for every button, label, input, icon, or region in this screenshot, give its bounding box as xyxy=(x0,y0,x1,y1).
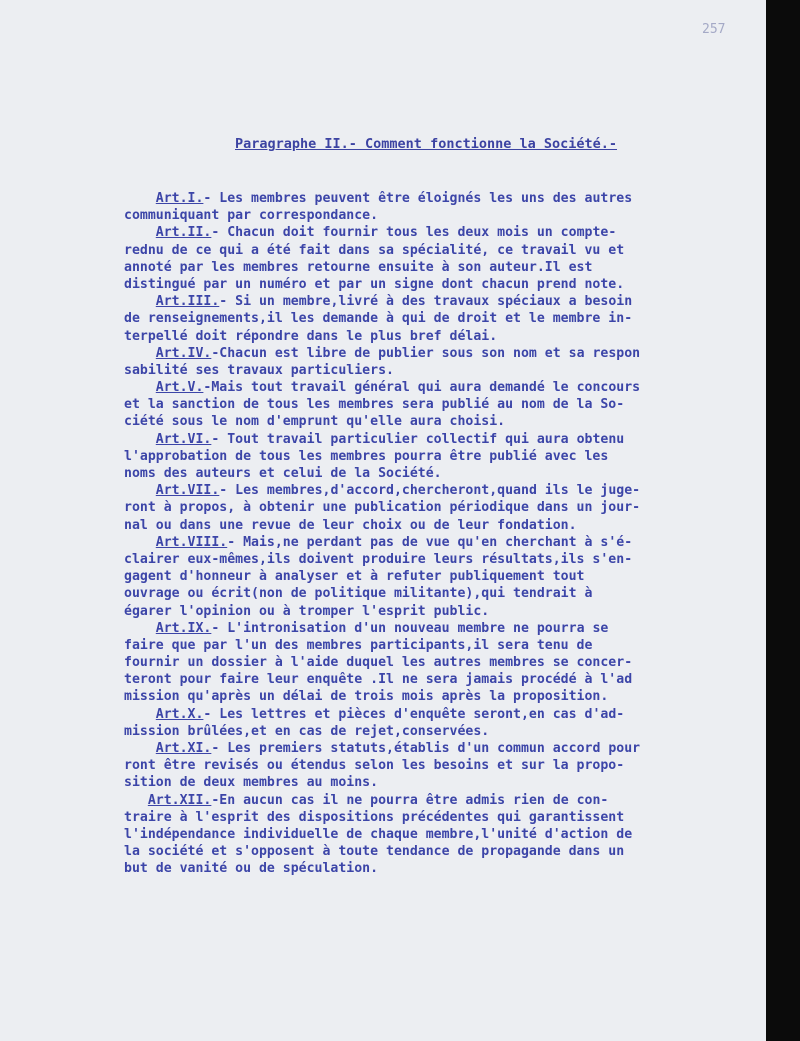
article-label: Art.IX. xyxy=(155,620,212,636)
line-text: annoté par les membres retourne ensuite à son auteur.Il est xyxy=(124,259,593,275)
line-text: -Mais tout travail général qui aura demandé le concours xyxy=(203,380,641,396)
line-indent xyxy=(124,380,156,395)
line-indent xyxy=(124,432,156,447)
text-line xyxy=(124,706,764,723)
text-line xyxy=(124,345,764,362)
line-text: ront être revisés ou étendus selon les besoins et sur la propo- xyxy=(124,758,625,774)
text-line xyxy=(124,551,764,568)
line-text: fournir un dossier à l'aide duquel les autres membres se concer- xyxy=(124,655,633,671)
page-number: 257 xyxy=(702,22,726,37)
text-line xyxy=(124,293,764,310)
line-text: - Les membres,d'accord,chercheront,quand ils le juge- xyxy=(219,483,641,499)
line-text: communiquant par correspondance. xyxy=(124,208,379,224)
text-line xyxy=(124,242,764,259)
line-text: terpellé doit répondre dans le plus bref délai. xyxy=(124,328,498,344)
text-line xyxy=(124,809,764,826)
typewritten-body xyxy=(124,190,764,878)
text-line xyxy=(124,431,764,448)
line-text: ciété sous le nom d'emprunt qu'elle aura choisi. xyxy=(124,414,506,430)
text-line xyxy=(124,843,764,860)
line-text: ouvrage ou écrit(non de politique militante),qui tendrait à xyxy=(124,586,593,602)
line-text: - Les lettres et pièces d'enquête seront,en cas d'ad- xyxy=(203,706,625,722)
line-text: - Chacun doit fournir tous les deux mois un compte- xyxy=(211,225,617,241)
article-label: Art.IV. xyxy=(155,345,212,361)
line-text: teront pour faire leur enquête .Il ne sera jamais procédé à l'ad xyxy=(124,672,633,688)
line-text: la société et s'opposent à toute tendance de propagande dans un xyxy=(124,844,625,860)
line-text: nal ou dans une revue de leur choix ou de leur fondation. xyxy=(124,517,577,533)
line-text: but de vanité ou de spéculation. xyxy=(124,861,379,877)
line-text: - Mais,ne perdant pas de vue qu'en cherchant à s'é- xyxy=(227,534,633,550)
text-line xyxy=(124,310,764,327)
article-label: Art.V. xyxy=(155,380,204,396)
line-indent xyxy=(124,294,156,309)
line-text: - Tout travail particulier collectif qui aura obtenu xyxy=(211,431,625,447)
text-line xyxy=(124,585,764,602)
text-line xyxy=(124,499,764,516)
text-line xyxy=(124,362,764,379)
line-text: égarer l'opinion ou à tromper l'esprit public. xyxy=(124,603,490,619)
line-text: - Si un membre,livré à des travaux spéciaux a besoin xyxy=(219,294,633,310)
text-line xyxy=(124,534,764,551)
line-indent xyxy=(124,535,156,550)
line-indent xyxy=(124,191,156,206)
line-text: - L'intronisation d'un nouveau membre ne pourra se xyxy=(211,620,609,636)
line-indent xyxy=(124,621,156,636)
line-text: - Les premiers statuts,établis d'un commun accord pour xyxy=(211,741,641,756)
text-line xyxy=(124,757,764,774)
article-label: Art.I. xyxy=(155,191,204,206)
text-line xyxy=(124,792,764,809)
text-line xyxy=(124,620,764,637)
line-text: rednu de ce qui a été fait dans sa spécialité, ce travail vu et xyxy=(124,242,625,258)
text-line xyxy=(124,413,764,430)
line-text: - Les membres peuvent être éloignés les uns des autres xyxy=(203,191,633,206)
article-label: Art.X. xyxy=(155,706,204,722)
line-text: et la sanction de tous les membres sera publié au nom de la So- xyxy=(124,397,625,413)
article-label: Art.VIII. xyxy=(155,534,228,550)
scan-black-edge xyxy=(766,0,800,1041)
article-label: Art.XI. xyxy=(155,741,212,756)
text-line xyxy=(124,448,764,465)
line-text: clairer eux-mêmes,ils doivent produire leurs résultats,ils s'en- xyxy=(124,551,633,567)
line-text: traire à l'esprit des dispositions précédentes qui garantissent xyxy=(124,809,625,825)
article-label: Art.VI. xyxy=(155,431,212,447)
text-line xyxy=(124,328,764,345)
line-indent xyxy=(124,741,156,756)
text-line xyxy=(124,276,764,293)
text-line xyxy=(124,774,764,791)
line-text: gagent d'honneur à analyser et à refuter publiquement tout xyxy=(124,569,585,585)
text-line xyxy=(124,826,764,843)
line-text: l'indépendance individuelle de chaque membre,l'unité d'action de xyxy=(124,826,633,842)
text-line xyxy=(124,224,764,241)
text-line xyxy=(124,740,764,757)
text-line xyxy=(124,482,764,499)
line-text: sabilité ses travaux particuliers. xyxy=(124,362,394,378)
text-line xyxy=(124,207,764,224)
line-indent xyxy=(124,346,156,361)
line-indent xyxy=(124,483,156,498)
text-line xyxy=(124,671,764,688)
line-text: mission brûlées,et en cas de rejet,conservées. xyxy=(124,723,490,739)
article-label: Art.III. xyxy=(155,294,220,310)
text-line xyxy=(124,637,764,654)
text-line xyxy=(124,517,764,534)
text-line xyxy=(124,396,764,413)
article-label: Art.XII. xyxy=(147,792,212,808)
text-line xyxy=(124,465,764,482)
text-line xyxy=(124,568,764,585)
section-heading: Paragraphe II.- Comment fonctionne la Société.- xyxy=(235,136,618,152)
text-line xyxy=(124,190,764,207)
text-line xyxy=(124,723,764,740)
line-indent xyxy=(124,793,148,808)
line-text: l'approbation de tous les membres pourra être publié avec les xyxy=(124,448,609,464)
line-text: ront à propos, à obtenir une publication périodique dans un jour- xyxy=(124,500,641,516)
line-text: mission qu'après un délai de trois mois après la proposition. xyxy=(124,689,609,705)
text-line xyxy=(124,688,764,705)
line-text: noms des auteurs et celui de la Société. xyxy=(124,466,442,481)
line-indent xyxy=(124,707,156,722)
line-text: distingué par un numéro et par un signe dont chacun prend note. xyxy=(124,276,625,292)
article-label: Art.II. xyxy=(155,225,212,241)
line-text: faire que par l'un des membres participants,il sera tenu de xyxy=(124,637,593,653)
line-text: -Chacun est libre de publier sous son nom et sa respon xyxy=(211,345,641,361)
text-line xyxy=(124,654,764,671)
line-text: de renseignements,il les demande à qui de droit et le membre in- xyxy=(124,311,633,327)
text-line xyxy=(124,259,764,276)
text-line xyxy=(124,379,764,396)
line-indent xyxy=(124,225,156,240)
text-line xyxy=(124,860,764,877)
line-text: -En aucun cas il ne pourra être admis rien de con- xyxy=(211,792,609,808)
article-label: Art.VII. xyxy=(155,483,220,499)
line-text: sition de deux membres au moins. xyxy=(124,775,379,791)
text-line xyxy=(124,603,764,620)
